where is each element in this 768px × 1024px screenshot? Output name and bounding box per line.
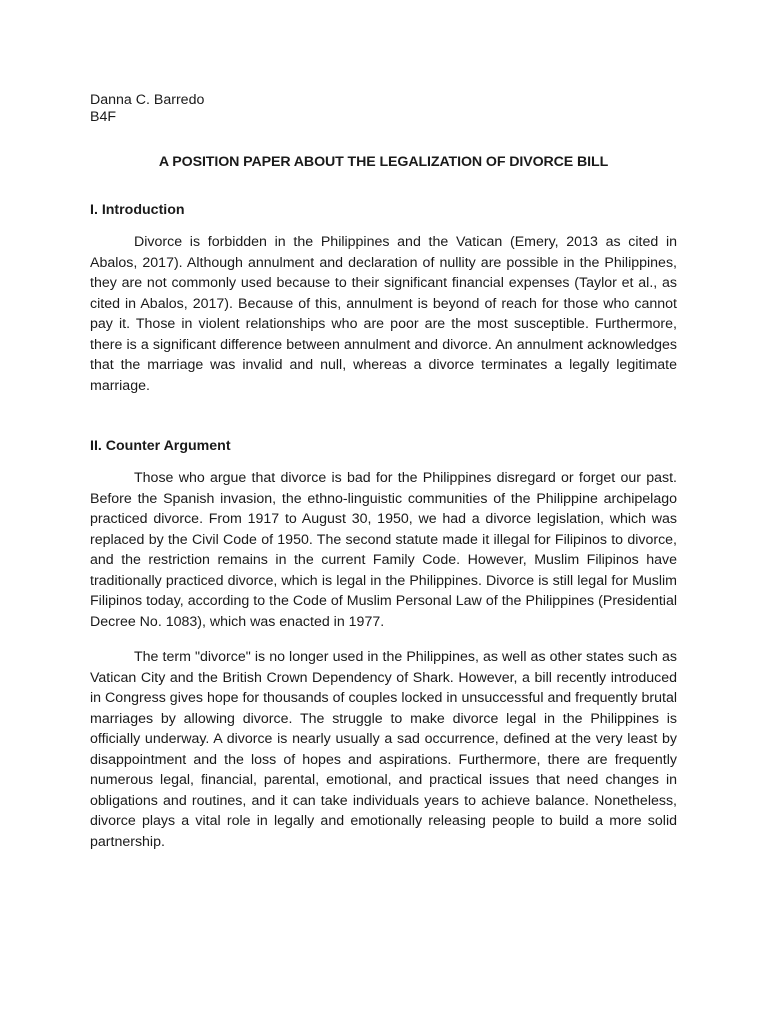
counter-argument-paragraph-2: The term "divorce" is no longer used in the Philippines, as well as other states such as Vatican City and the British Crown Dependency of Shark. However, a bill recently introduced in Congress gives hope for thousands of couples locked in unsuccessful and frequently brutal marriages by allowing divorce. The struggle to make divorce legal in the Philippines is officially underway. A divorce is nearly usually a sad occurrence, defined at the very least by disappointment and the loss of hopes and aspirations. Furthermore, there are frequently numerous legal, financial, parental, emotional, and practical issues that need changes in obligations and routines, and it can take individuals years to achieve balance. Nonetheless, divorce plays a vital role in legally and emotionally releasing people to build a more solid partnership. [90,649,677,850]
section-heading-introduction: I. Introduction [90,202,185,218]
introduction-paragraph: Divorce is forbidden in the Philippines and the Vatican (Emery, 2013 as cited in Abalos, 2017). Although annulment and declaration of nullity are possible in the Philippines, they are not commonly used because to their significant financial expenses (Taylor et al., as cited in Abalos, 2017). Because of this, annulment is beyond of reach for those who cannot pay it. Those in violent relationships who are poor are the most susceptible. Furthermore, there is a significant difference between annulment and divorce. An annulment acknowledges that the marriage was invalid and null, whereas a divorce terminates a legally legitimate marriage. [90,234,677,394]
document-page [90,92,677,852]
section-heading-counter-argument: II. Counter Argument [90,438,231,454]
author-name: Danna C. Barredo [90,92,205,108]
author-section: B4F [90,109,117,125]
document-title: A POSITION PAPER ABOUT THE LEGALIZATION OF DIVORCE BILL [158,154,609,170]
counter-argument-paragraph-1: Those who argue that divorce is bad for the Philippines disregard or forget our past. Before the Spanish invasion, the ethno-linguistic communities of the Philippine archipelago practiced divorce. From 1917 to August 30, 1950, we had a divorce legislation, which was replaced by the Civil Code of 1950. The second statute made it illegal for Filipinos to divorce, and the restriction remains in the current Family Code. However, Muslim Filipinos have traditionally practiced divorce, which is legal in the Philippines. Divorce is still legal for Muslim Filipinos today, according to the Code of Muslim Personal Law of the Philippines (Presidential Decree No. 1083), which was enacted in 1977. [90,470,677,630]
